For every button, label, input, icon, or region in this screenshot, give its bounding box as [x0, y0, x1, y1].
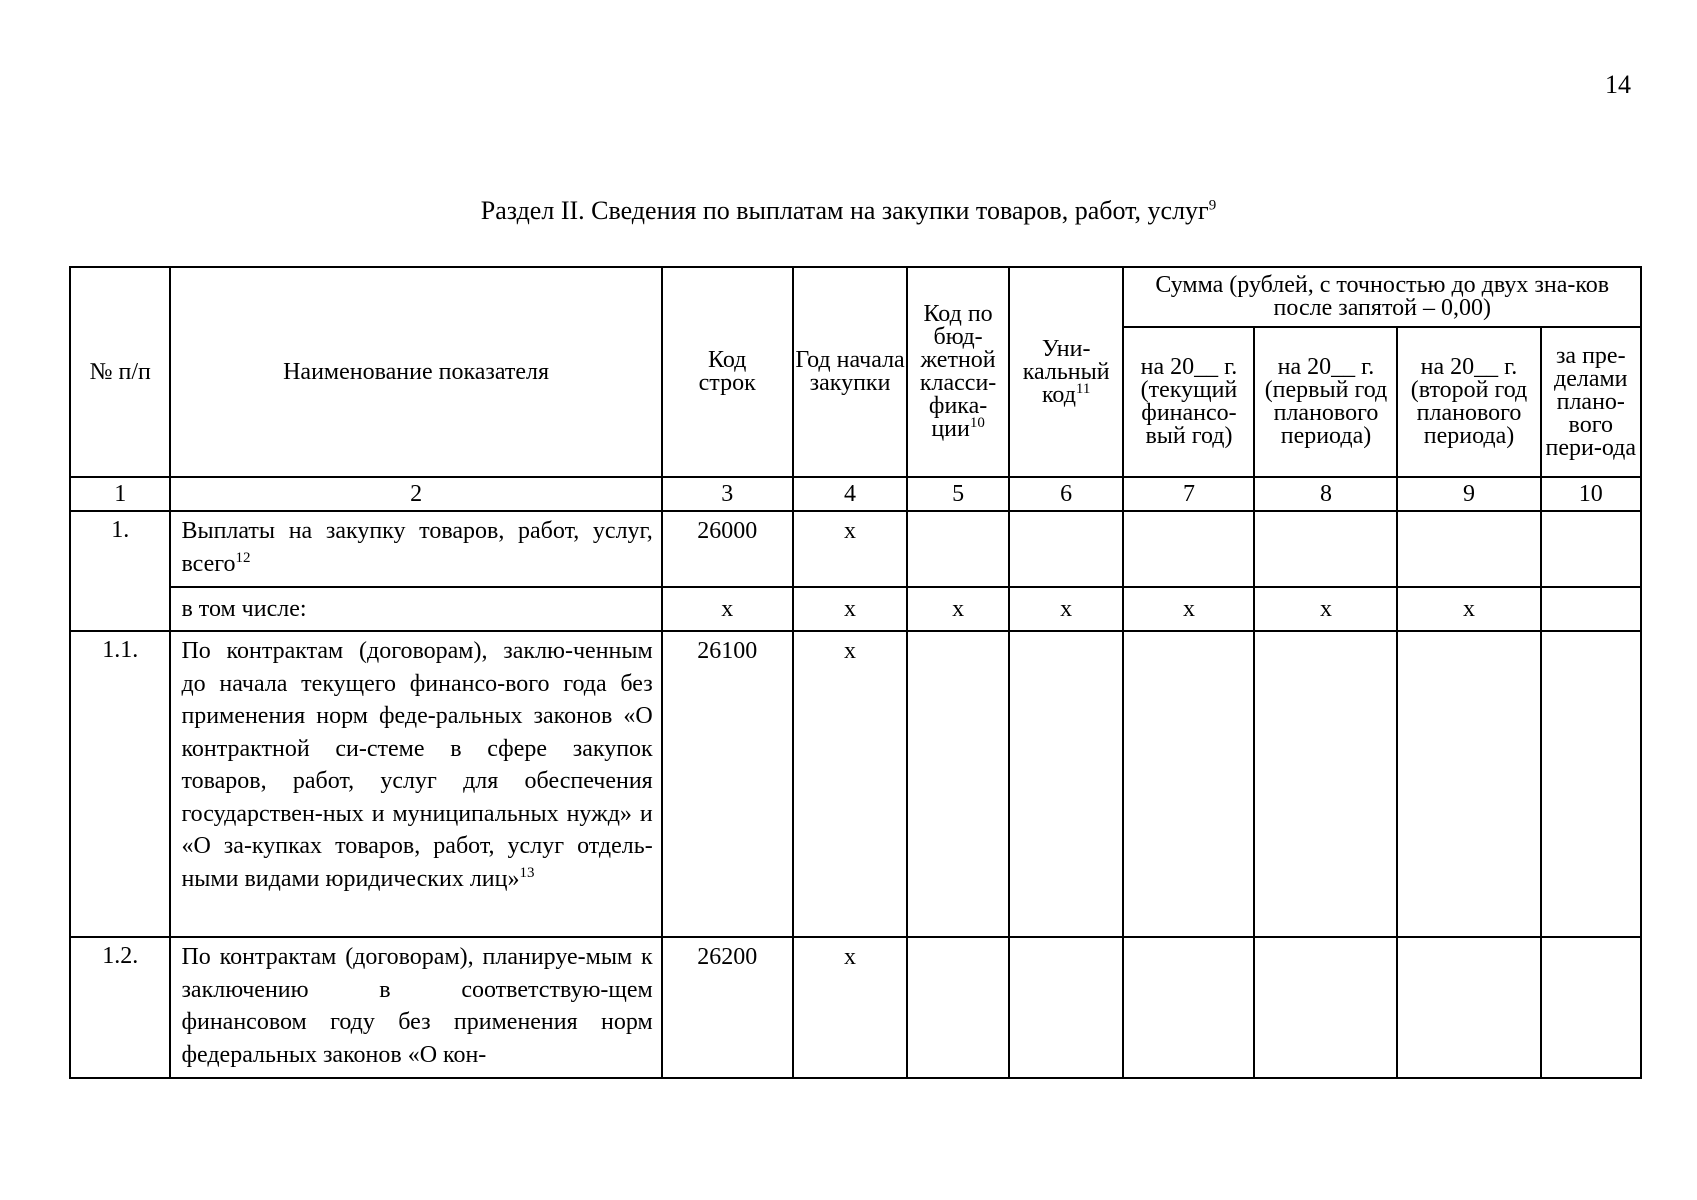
row-cell: [1541, 511, 1642, 587]
row-mark: х: [1009, 587, 1124, 631]
header-col10: за пре-делами плано-вого пери-ода: [1541, 327, 1642, 477]
column-number: 1: [70, 477, 170, 511]
section-title-footnote: 9: [1208, 197, 1217, 214]
column-number: 9: [1397, 477, 1540, 511]
row-year-start: х: [793, 631, 908, 937]
row-cell: [1541, 937, 1642, 1078]
row-cell: [1397, 631, 1540, 937]
row-name: [170, 631, 661, 937]
row-cell: [907, 937, 1009, 1078]
row-number: 1.1.: [70, 631, 170, 937]
table-row: [70, 587, 1641, 631]
header-budget-code: [907, 267, 1009, 477]
header-year-start: Год начала закупки: [793, 267, 908, 477]
row-number: 1.2.: [70, 937, 170, 1078]
row-cell: [1397, 937, 1540, 1078]
header-col9: на 20__ г. (второй год планового периода): [1397, 327, 1540, 477]
column-number: 8: [1254, 477, 1397, 511]
row-cell: [1009, 511, 1124, 587]
header-sum-group: Сумма (рублей, с точностью до двух зна-ков после запятой – 0,00): [1123, 267, 1641, 327]
header-unique-code: [1009, 267, 1124, 477]
row-code: 26200: [662, 937, 793, 1078]
section-title-text: Раздел II. Сведения по выплатам на закупки товаров, работ, услуг: [480, 196, 1209, 225]
row-name-text: По контрактам (договорам), заклю-ченным до начала текущего финансо-вого года без применения норм феде-ральных законов «О контрактной си-стеме в сфере закупок товаров, работ, услуг для обеспечения государствен-ных и муниципальных нужд» и «О за-купках товаров, работ, услуг отдель-ными видами юридических лиц»: [181, 638, 653, 892]
column-number: 10: [1541, 477, 1642, 511]
row-mark: х: [1123, 587, 1254, 631]
row-mark: х: [1397, 587, 1540, 631]
row-name: [170, 511, 661, 587]
header-num: № п/п: [70, 267, 170, 477]
row-cell: [1123, 937, 1254, 1078]
row-cell: [1254, 511, 1397, 587]
column-number: 7: [1123, 477, 1254, 511]
row-mark: х: [1254, 587, 1397, 631]
payments-table: [69, 266, 1642, 1079]
row-cell: [1123, 511, 1254, 587]
row-code: 26000: [662, 511, 793, 587]
table-row: [70, 937, 1641, 1078]
row-cell: [1123, 631, 1254, 937]
row-number: 1.: [70, 511, 170, 631]
row-cell: [1541, 631, 1642, 937]
row-year-start: х: [793, 511, 908, 587]
row-name-footnote: 13: [519, 864, 535, 881]
table-row: [70, 631, 1641, 937]
column-numbers-row: [70, 477, 1641, 511]
row-mark: х: [907, 587, 1009, 631]
row-name-text: Выплаты на закупку товаров, работ, услуг, всего: [181, 518, 653, 577]
table-row: [70, 511, 1641, 587]
row-cell: [1254, 631, 1397, 937]
row-mark: х: [793, 587, 908, 631]
row-cell: [1254, 937, 1397, 1078]
row-cell: [907, 631, 1009, 937]
column-number: 4: [793, 477, 908, 511]
row-cell: [1397, 511, 1540, 587]
header-budget-code-text: Код по бюд-жетной класси-фика-ции: [919, 301, 997, 442]
column-number: 3: [662, 477, 793, 511]
row-name: По контрактам (договорам), планируе-мым к заключению в соответствую-щем финансовом году без применения норм федеральных законов «О кон-: [170, 937, 661, 1078]
header-row-top: [70, 267, 1641, 327]
column-number: 2: [170, 477, 661, 511]
page-number: 14: [1605, 70, 1631, 99]
header-col7: на 20__ г. (текущий финансо-вый год): [1123, 327, 1254, 477]
row-name-footnote: 12: [235, 549, 251, 566]
row-cell: [1009, 937, 1124, 1078]
column-number: 5: [907, 477, 1009, 511]
header-unique-code-text: Уни-кальный код: [1022, 335, 1110, 408]
header-budget-code-footnote: 10: [969, 415, 985, 431]
row-mark: х: [662, 587, 793, 631]
row-cell: [1009, 631, 1124, 937]
row-mark: [1541, 587, 1642, 631]
row-cell: [907, 511, 1009, 587]
row-year-start: х: [793, 937, 908, 1078]
header-name: Наименование показателя: [170, 267, 661, 477]
header-code: Код строк: [662, 267, 793, 477]
row-sub-label: в том числе:: [170, 587, 661, 631]
header-col8: на 20__ г. (первый год планового периода): [1254, 327, 1397, 477]
column-number: 6: [1009, 477, 1124, 511]
section-title: [0, 196, 1697, 226]
row-code: 26100: [662, 631, 793, 937]
header-unique-code-footnote: 11: [1075, 380, 1091, 397]
